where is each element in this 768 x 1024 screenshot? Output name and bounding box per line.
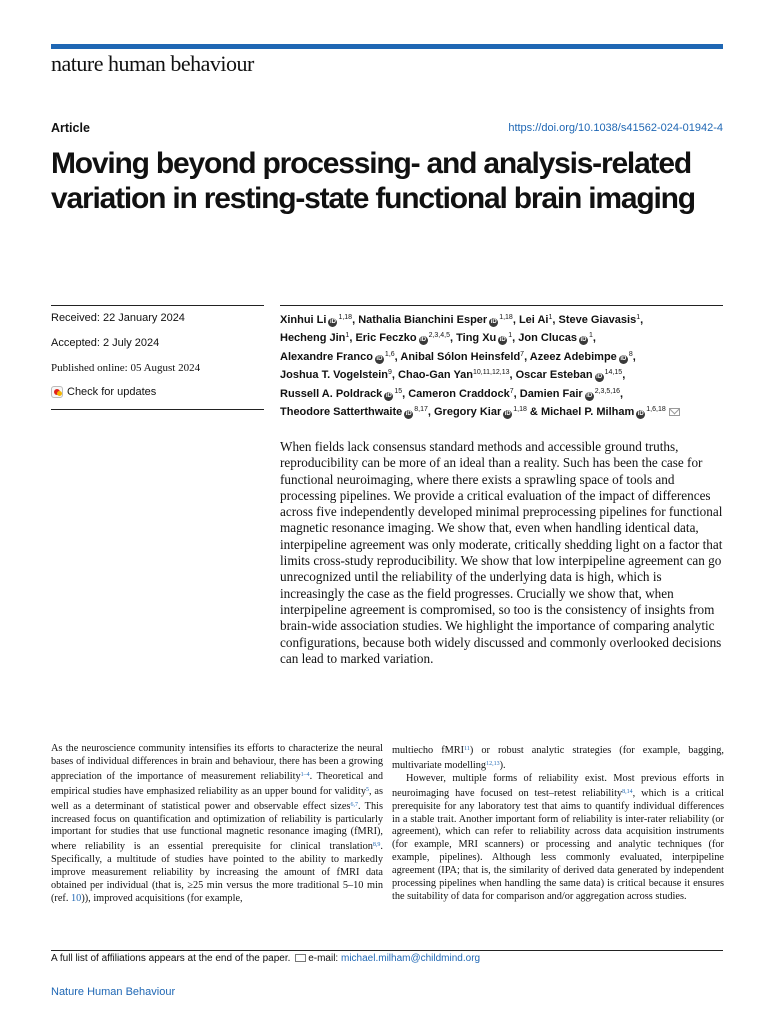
- abstract: [280, 439, 725, 667]
- author-separator: ,: [352, 314, 359, 326]
- authors-divider: [280, 305, 723, 306]
- author-name: Steve Giavasis: [558, 314, 637, 326]
- author-name: Hecheng Jin: [280, 332, 346, 345]
- author-separator: ,: [513, 387, 520, 400]
- accepted-date: Accepted: 2 July 2024: [51, 337, 160, 349]
- citation-ref[interactable]: 1–4: [300, 771, 310, 778]
- citation-ref[interactable]: 11: [464, 746, 470, 752]
- citation-ref[interactable]: 10: [71, 892, 82, 904]
- author-separator: ,: [509, 369, 516, 382]
- check-updates-icon: [51, 386, 63, 398]
- orcid-icon[interactable]: iD: [620, 355, 627, 362]
- author-name: Nathalia Bianchini Esper: [358, 314, 488, 326]
- published-date: Published online: 05 August 2024: [51, 362, 201, 374]
- abstract-text: When fields lack consensus standard methods and accessible ground truths, reproducibility can be more of an ideal than a reality. Such has been the case for functional neuroimaging, where there exists a sprawling space of tools and processing pipelines. We provide a critical evaluation of the impact of differences across five independently developed minimal preprocessing pipelines for functional magnetic resonance imaging. We show that, even when handling identical data, interpipeline agreement was only moderate, critically shedding light on a factor that limits cross-study reproducibility. We show that low interpipeline agreement can go unrecognized until the reliability of the underlying data is high, which is increasingly the case as the field progresses. Crucially we show that, when interpipeline agreement is compromised, so too is the consistency of insights from brain-wide association studies. We highlight the importance of comparing analytic configurations, because both widely discussed and commonly overlooked decisions can lead to marked variation.: [280, 439, 723, 666]
- citation-ref[interactable]: 8,9: [372, 842, 381, 849]
- author-separator: ,: [427, 406, 434, 419]
- author-name: Theodore Satterthwaite: [280, 406, 403, 419]
- author-line: [280, 310, 730, 328]
- email-link[interactable]: michael.milham@childmind.org: [341, 953, 481, 964]
- author-separator: ,: [349, 332, 356, 345]
- body-text: . This increased focus on quantification and optimization of reliability is particularly important for studies that use functional magnetic resonance imaging (fMRI), where reliability is an essential prerequisite for clinical translation: [51, 800, 383, 853]
- top-accent-rule: [51, 44, 723, 49]
- orcid-icon[interactable]: iD: [420, 337, 427, 344]
- meta-divider-bottom: [51, 409, 264, 410]
- author-separator: ,: [402, 387, 409, 400]
- author-name: Joshua T. Vogelstein: [280, 369, 388, 382]
- body-text: . Specifically, a multitude of studies have pointed to the ability to markedly improve measurement reliability by increasing the amount of fMRI data obtained per individual (that is, ≥25 min versus the more traditional 5–10 min (ref.: [51, 841, 383, 904]
- affiliation-ref: 15: [394, 387, 403, 395]
- author-name: Cameron Craddock: [408, 387, 510, 400]
- affiliation-ref: 1,18: [513, 406, 527, 414]
- author-separator: ,: [632, 350, 636, 363]
- author-separator: ,: [622, 369, 626, 382]
- orcid-icon[interactable]: iD: [504, 411, 511, 418]
- article-type: Article: [51, 121, 90, 135]
- author-line: [280, 365, 730, 383]
- author-separator: ,: [640, 314, 644, 326]
- orcid-icon[interactable]: iD: [490, 319, 497, 325]
- author-separator: ,: [592, 332, 596, 345]
- affiliation-ref: 10,11,12,13: [473, 369, 510, 377]
- body-text: , as well as a determinant of statistical power and observable effect sizes: [51, 785, 384, 812]
- author-name: Damien Fair: [519, 387, 583, 400]
- body-text: , which is a critical prerequisite for any laboratory test that aims to quantify individual differences in a stable trait. Another important form of reliability is inter-rater reliability (or agreement), which can refer to reliability across data acquisition instruments (for example, MRI scanners) or processing and analytic techniques (for example, pipelines). Although less commonly evaluated, interpipeline agreement (IPA; that is, the similarity of derived data generated by independent processing pipelines when handling the same data) is critical because it ensures the suitability of data for comparison and/or aggregation across studies.: [392, 787, 724, 902]
- author-line: [280, 384, 730, 402]
- orcid-icon[interactable]: iD: [329, 319, 336, 325]
- orcid-icon[interactable]: iD: [586, 392, 593, 399]
- affiliation-ref: 1,6,18: [646, 406, 666, 414]
- affiliation-ref: 1: [588, 332, 593, 340]
- mail-icon: [295, 954, 306, 962]
- affiliation-ref: 1: [548, 314, 553, 321]
- author-separator: &: [526, 406, 541, 419]
- author-name: Gregory Kiar: [434, 406, 502, 419]
- body-text: ).: [499, 759, 506, 771]
- affiliation-ref: 1: [345, 332, 350, 340]
- author-name: Azeez Adebimpe: [529, 350, 617, 363]
- body-text: However, multiple forms of reliability exist. Most previous efforts in neuroimaging have focused on test–retest reliability: [392, 772, 724, 799]
- footnote-divider: [51, 950, 723, 951]
- citation-ref[interactable]: 8,14: [622, 788, 633, 795]
- body-text: ) or robust analytic strategies (for example, bagging, multivariate modelling: [392, 745, 724, 771]
- orcid-icon[interactable]: iD: [637, 411, 644, 418]
- author-line: [280, 347, 730, 365]
- author-name: Oscar Esteban: [515, 369, 593, 382]
- affiliation-ref: 7: [509, 387, 514, 395]
- author-name: Russell A. Poldrack: [280, 387, 383, 400]
- email-prefix: e-mail:: [308, 953, 339, 964]
- affiliation-ref: 9: [388, 369, 392, 377]
- author-separator: ,: [512, 314, 519, 326]
- author-name: Michael P. Milham: [540, 406, 635, 419]
- author-separator: ,: [391, 369, 399, 382]
- affiliation-ref: 1: [636, 314, 641, 321]
- affiliation-ref: 7: [520, 350, 525, 358]
- affiliation-ref: 14,15: [604, 369, 623, 377]
- body-column-left: [51, 743, 383, 906]
- mail-icon[interactable]: [669, 408, 680, 416]
- affiliation-ref: 1,6: [384, 350, 395, 358]
- author-name: Chao-Gan Yan: [398, 369, 474, 382]
- affiliation-ref: 1,18: [338, 314, 353, 321]
- affiliation-ref: 8: [628, 350, 633, 358]
- body-text: )), improved acquisitions (for example,: [81, 892, 243, 904]
- affiliations-footnote: [51, 953, 480, 964]
- orcid-icon[interactable]: iD: [580, 337, 587, 344]
- orcid-icon[interactable]: iD: [499, 337, 506, 344]
- affiliation-ref: 8,17: [414, 406, 428, 414]
- footer-journal-link[interactable]: Nature Human Behaviour: [51, 986, 176, 998]
- author-line: [280, 402, 730, 420]
- received-date: Received: 22 January 2024: [51, 312, 185, 324]
- author-name: Alexandre Franco: [280, 350, 373, 363]
- body-text: multiecho fMRI: [392, 745, 465, 756]
- orcid-icon[interactable]: iD: [596, 374, 603, 381]
- author-separator: ,: [620, 387, 624, 400]
- author-name: Lei Ai: [518, 314, 549, 326]
- orcid-icon[interactable]: iD: [405, 411, 412, 418]
- doi-link[interactable]: https://doi.org/10.1038/s41562-024-01942-4: [508, 122, 723, 134]
- author-separator: ,: [552, 314, 559, 326]
- article-title: Moving beyond processing- and analysis-related variation in resting-state functional brain imaging: [51, 147, 695, 215]
- citation-ref[interactable]: 12,13: [486, 760, 500, 767]
- affiliation-ref: 2,3,5,16: [594, 387, 621, 395]
- author-list: [280, 310, 730, 420]
- footnote-text: A full list of affiliations appears at the end of the paper.: [51, 953, 291, 964]
- affiliation-ref: 1: [508, 332, 513, 340]
- body-text: . Theoretical and empirical studies have emphasized reliability as an upper bound for validity: [51, 770, 383, 797]
- body-text: As the neuroscience community intensifies its efforts to characterize the neural bases of individual differences in brain and behaviour, there has been a growing appreciation of the importance of measurement reliability: [51, 743, 383, 782]
- author-name: Ting Xu: [456, 332, 497, 345]
- body-column-right: [392, 743, 724, 904]
- author-separator: ,: [394, 350, 401, 363]
- check-updates-label: Check for updates: [67, 386, 157, 398]
- affiliation-ref: 1,18: [499, 314, 513, 321]
- citation-ref[interactable]: 5: [366, 786, 369, 793]
- journal-name: nature human behaviour: [51, 51, 254, 76]
- author-separator: ,: [450, 332, 457, 345]
- body-paragraph: [392, 743, 724, 773]
- meta-divider-top: [51, 305, 264, 306]
- body-paragraph: [51, 743, 383, 906]
- author-separator: ,: [512, 332, 519, 345]
- orcid-icon[interactable]: iD: [385, 392, 392, 399]
- citation-ref[interactable]: 6,7: [350, 801, 358, 808]
- affiliation-ref: 2,3,4,5: [428, 332, 450, 340]
- author-name: Xinhui Li: [280, 314, 327, 326]
- author-name: Anibal Sólon Heinsfeld: [400, 350, 521, 363]
- author-line: [280, 328, 730, 346]
- orcid-icon[interactable]: iD: [376, 355, 383, 362]
- author-separator: ,: [524, 350, 530, 363]
- author-name: Eric Feczko: [355, 332, 417, 345]
- author-name: Jon Clucas: [518, 332, 577, 345]
- check-for-updates-button[interactable]: [51, 386, 156, 398]
- body-paragraph: [392, 773, 724, 904]
